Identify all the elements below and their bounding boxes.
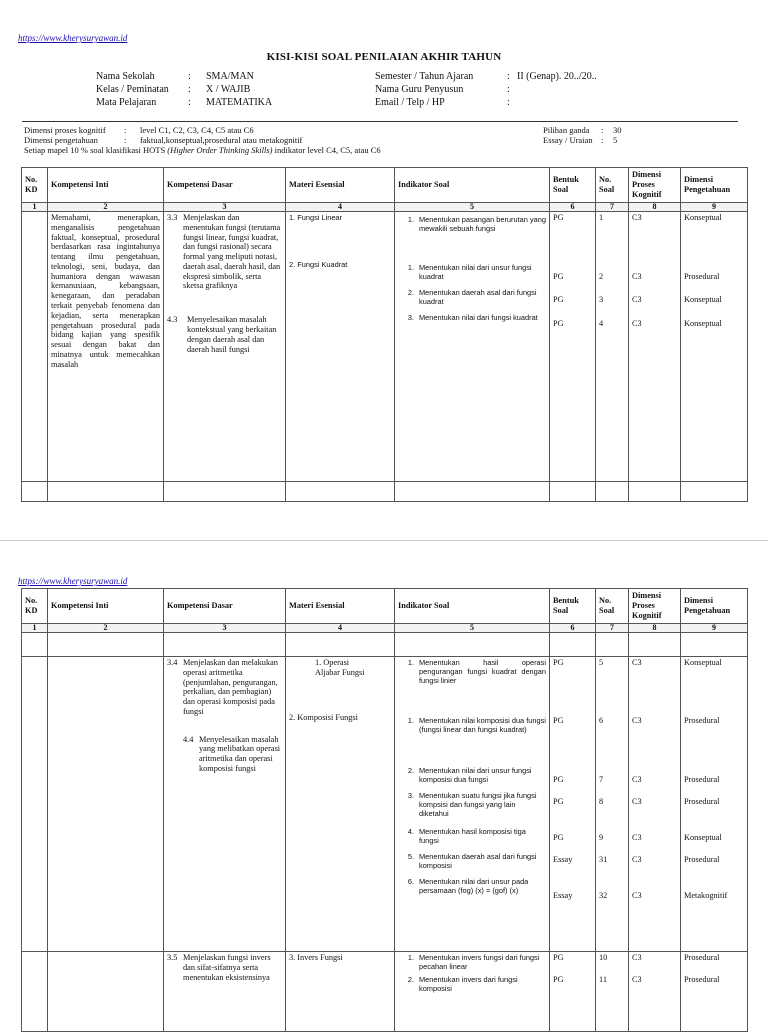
question-count: Pilihan ganda : 30 Essay / Uraian : 5 bbox=[543, 125, 622, 145]
col-number: 5 bbox=[395, 624, 550, 633]
kd-item: 4.4 Menyelesaikan masalah yang melibatkan operasi aritmetika dan operasi komposisi fungsi bbox=[183, 734, 281, 774]
table-row bbox=[22, 952, 748, 1032]
indikator-cell bbox=[395, 952, 550, 1032]
kisi-table-page1 bbox=[21, 167, 748, 502]
info-label: Mata Pelajaran bbox=[96, 97, 157, 108]
header-row bbox=[22, 589, 748, 624]
header-cell: Indikator Soal bbox=[395, 168, 550, 203]
pengetahuan: Konseptual bbox=[684, 295, 722, 304]
materi-item: 2. Fungsi Kuadrat bbox=[289, 260, 348, 269]
col-number: 4 bbox=[286, 624, 395, 633]
no-soal: 32 bbox=[599, 891, 608, 900]
kd-item: 3.5 Menjelaskan fungsi invers dan sifat-sifatnya serta menentukan eksistensinya bbox=[167, 953, 271, 982]
pengetahuan: Prosedural bbox=[684, 272, 720, 281]
kognitif: C3 bbox=[632, 658, 642, 667]
indikator-item: 2. Menentukan nilai dari unsur fungsi komposisi dua fungsi bbox=[407, 766, 532, 785]
essay-label: Essay / Uraian bbox=[543, 135, 593, 145]
header-cell: Kompetensi Inti bbox=[48, 589, 164, 624]
bentuk-soal: Essay bbox=[553, 855, 573, 864]
kompetensi-inti: Memahami, menerapkan, menganalisis pengetahuan faktual, konseptual, prosedural berdasarkan rasa ingintahunya tentang ilmu pengetahuan, teknologi, seni, budaya, dan humaniora dengan wawasan kemanusiaan, kebangsaan, kenegaraan, dan peradaban terkait penyebab fenomena dan kejadian, serta menerapkan pengetahuan prosedural pada bidang kajian yang spesifik sesuai dengan bakat dan minatnya untuk memecahkan masalah bbox=[48, 212, 164, 482]
separator bbox=[22, 121, 738, 122]
kognitif-cell bbox=[629, 952, 681, 1032]
indikator-item: 2. Menentukan invers dari fungsi komposisi bbox=[407, 975, 518, 994]
kompetensi-dasar-cell bbox=[164, 212, 286, 482]
website-link[interactable]: https://www.kherysuryawan.id bbox=[18, 576, 128, 586]
pg-label: Pilihan ganda bbox=[543, 125, 590, 135]
materi-cell bbox=[286, 657, 395, 952]
info-label: Email / Telp / HP bbox=[375, 97, 445, 108]
kisi-table-page2 bbox=[21, 588, 748, 1032]
header-cell: Dimensi Proses Kognitif bbox=[629, 168, 681, 203]
info-value: X / WAJIB bbox=[206, 84, 251, 95]
pengetahuan: Konseptual bbox=[684, 658, 722, 667]
indikator-item: 6. Menentukan nilai dari unsur pada persamaan (fog) (x) = (gof) (x) bbox=[407, 877, 529, 896]
bentuk-soal: PG bbox=[553, 953, 564, 962]
col-number: 3 bbox=[164, 624, 286, 633]
kognitif: C3 bbox=[632, 833, 642, 842]
indikator-cell bbox=[395, 212, 550, 482]
table-row bbox=[22, 657, 748, 952]
header-cell: Kompetensi Inti bbox=[48, 168, 164, 203]
info-value: SMA/MAN bbox=[206, 71, 254, 82]
header-cell: No. KD bbox=[22, 168, 48, 203]
pengetahuan: Konseptual bbox=[684, 833, 722, 842]
kognitif: C3 bbox=[632, 716, 642, 725]
table-row bbox=[22, 212, 748, 482]
kognitif: C3 bbox=[632, 775, 642, 784]
kognitif-cell bbox=[629, 212, 681, 482]
col-number: 2 bbox=[48, 624, 164, 633]
materi-item: 1. Operasi Aljabar Fungsi bbox=[315, 658, 365, 677]
header-cell: Bentuk Soal bbox=[550, 168, 596, 203]
info-value: MATEMATIKA bbox=[206, 97, 273, 108]
no-soal: 2 bbox=[599, 272, 604, 281]
indikator-item: 2. Menentukan daerah asal dari fungsi kuadrat bbox=[407, 288, 537, 307]
col-number: 8 bbox=[629, 203, 681, 212]
no-soal-cell bbox=[596, 657, 629, 952]
kognitif: C3 bbox=[632, 797, 642, 806]
no-soal: 3 bbox=[599, 295, 604, 304]
no-soal: 31 bbox=[599, 855, 608, 864]
bentuk-soal-cell bbox=[550, 212, 596, 482]
pengetahuan: Prosedural bbox=[684, 975, 720, 984]
no-soal: 8 bbox=[599, 797, 604, 806]
materi-item: 2. Komposisi Fungsi bbox=[289, 713, 358, 722]
pengetahuan: Prosedural bbox=[684, 953, 720, 962]
empty-row bbox=[22, 633, 748, 657]
kognitif: C3 bbox=[632, 213, 642, 222]
col-number: 7 bbox=[596, 203, 629, 212]
col-number: 4 bbox=[286, 203, 395, 212]
col-number: 6 bbox=[550, 203, 596, 212]
header-cell: Dimensi Pengetahuan bbox=[681, 589, 748, 624]
col-number: 3 bbox=[164, 203, 286, 212]
indikator-item: 1. Menentukan nilai dari unsur fungsi kuadrat bbox=[407, 263, 532, 282]
col-number: 8 bbox=[629, 624, 681, 633]
page-break bbox=[0, 540, 768, 541]
info-label: Nama Sekolah bbox=[96, 71, 155, 82]
bentuk-soal: PG bbox=[553, 797, 564, 806]
header-cell: Indikator Soal bbox=[395, 589, 550, 624]
pengetahuan-cell bbox=[681, 657, 748, 952]
bentuk-soal-cell bbox=[550, 952, 596, 1032]
header-cell: No. Soal bbox=[596, 168, 629, 203]
header-cell: Materi Esensial bbox=[286, 589, 395, 624]
column-number-row bbox=[22, 624, 748, 633]
indikator-item: 3. Menentukan suatu fungsi jika fungsi kompsisi dan fungsi yang lain diketahui bbox=[407, 791, 537, 819]
dim-pengetahuan-value: faktual,konseptual,prosedural atau metakognitif bbox=[140, 135, 303, 145]
bentuk-soal: PG bbox=[553, 975, 564, 984]
pengetahuan: Prosedural bbox=[684, 855, 720, 864]
header-row bbox=[22, 168, 748, 203]
info-label: Nama Guru Penyusun bbox=[375, 84, 464, 95]
pg-value: 30 bbox=[613, 125, 622, 135]
no-soal-cell bbox=[596, 212, 629, 482]
bentuk-soal: PG bbox=[553, 272, 564, 281]
indikator-item: 3. Menentukan nilai dari fungsi kuadrat bbox=[407, 313, 538, 322]
materi-cell bbox=[286, 212, 395, 482]
kognitif: C3 bbox=[632, 319, 642, 328]
pengetahuan-cell bbox=[681, 952, 748, 1032]
dimension-info: Dimensi proses kognitif : level C1, C2, C3, C4, C5 atau C6 Dimensi pengetahuan : faktual,konseptual,prosedural atau metakognitif Setiap mapel 10 % soal klasifikasi HOTS (Higher Order Thinking Skills) indikator level C4, C5, atau C6 bbox=[24, 125, 381, 155]
bentuk-soal: PG bbox=[553, 319, 564, 328]
header-cell: Materi Esensial bbox=[286, 168, 395, 203]
pengetahuan: Metakognitif bbox=[684, 891, 728, 900]
kognitif: C3 bbox=[632, 953, 642, 962]
col-number: 5 bbox=[395, 203, 550, 212]
col-number: 1 bbox=[22, 203, 48, 212]
header-cell: Dimensi Pengetahuan bbox=[681, 168, 748, 203]
pengetahuan: Prosedural bbox=[684, 716, 720, 725]
indikator-cell bbox=[395, 657, 550, 952]
bentuk-soal: PG bbox=[553, 213, 564, 222]
header-cell: No. KD bbox=[22, 589, 48, 624]
no-soal: 7 bbox=[599, 775, 604, 784]
pengetahuan: Prosedural bbox=[684, 797, 720, 806]
info-right: Semester / Tahun Ajaran : II (Genap). 20../20.. Nama Guru Penyusun : Email / Telp / HP : bbox=[375, 71, 597, 108]
col-number: 1 bbox=[22, 624, 48, 633]
bentuk-soal: PG bbox=[553, 716, 564, 725]
indikator-item: 1. Menentukan invers fungsi dari fungsi pecahan linear bbox=[407, 953, 540, 972]
column-number-row bbox=[22, 203, 748, 212]
pengetahuan-cell bbox=[681, 212, 748, 482]
indikator-item: 1. Menentukan nilai komposisi dua fungsi (fungsi linear dan fungsi kuadrat) bbox=[407, 716, 546, 735]
bentuk-soal: Essay bbox=[553, 891, 573, 900]
col-number: 9 bbox=[681, 624, 748, 633]
no-soal: 4 bbox=[599, 319, 604, 328]
info-label: Kelas / Peminatan bbox=[96, 84, 169, 95]
dim-kognitif-value: level C1, C2, C3, C4, C5 atau C6 bbox=[140, 125, 254, 135]
kd-number-cell bbox=[22, 212, 48, 482]
no-soal: 6 bbox=[599, 716, 604, 725]
kompetensi-dasar-cell bbox=[164, 952, 286, 1032]
essay-value: 5 bbox=[613, 135, 618, 145]
kognitif: C3 bbox=[632, 975, 642, 984]
no-soal-cell bbox=[596, 952, 629, 1032]
kd-item: 4.3 Menyelesaikan masalah kontekstual yang berkaitan dengan daerah asal dan daerah hasil fungsi bbox=[167, 315, 277, 354]
info-left: Nama Sekolah : SMA/MAN Kelas / Peminatan : X / WAJIB Mata Pelajaran : MATEMATIKA bbox=[96, 71, 273, 108]
header-cell: No. Soal bbox=[596, 589, 629, 624]
info-label: Semester / Tahun Ajaran bbox=[375, 71, 474, 82]
indikator-item: 1. Menentukan hasil operasi pengurangan fungsi kuadrat dengan fungsi linier bbox=[407, 658, 546, 686]
bentuk-soal: PG bbox=[553, 295, 564, 304]
bentuk-soal: PG bbox=[553, 833, 564, 842]
empty-row bbox=[22, 482, 748, 502]
kognitif: C3 bbox=[632, 891, 642, 900]
col-number: 6 bbox=[550, 624, 596, 633]
materi-cell bbox=[286, 952, 395, 1032]
page-title: KISI-KISI SOAL PENILAIAN AKHIR TAHUN bbox=[266, 51, 502, 63]
header-cell: Dimensi Proses Kognitif bbox=[629, 589, 681, 624]
no-soal: 10 bbox=[599, 953, 608, 962]
header-cell: Bentuk Soal bbox=[550, 589, 596, 624]
indikator-item: 5. Menentukan daerah asal dari fungsi komposisi bbox=[407, 852, 537, 871]
kognitif-cell bbox=[629, 657, 681, 952]
hots-note: Setiap mapel 10 % soal klasifikasi HOTS (Higher Order Thinking Skills) indikator level C4, C5, atau C6 bbox=[24, 145, 381, 155]
no-soal: 9 bbox=[599, 833, 604, 842]
materi-item: 1. Fungsi Linear bbox=[289, 213, 342, 222]
materi-item: 3. Invers Fungsi bbox=[289, 953, 343, 962]
kd-item: 3.4 Menjelaskan dan melakukan operasi aritmetika (penjumlahan, pengurangan, perkalian, dan pembagian) dan operasi komposisi pada fungsi bbox=[167, 658, 278, 716]
header-cell: Kompetensi Dasar bbox=[164, 168, 286, 203]
bentuk-soal: PG bbox=[553, 775, 564, 784]
no-soal: 11 bbox=[599, 975, 607, 984]
bentuk-soal-cell bbox=[550, 657, 596, 952]
col-number: 9 bbox=[681, 203, 748, 212]
no-soal: 1 bbox=[599, 213, 604, 222]
kognitif: C3 bbox=[632, 295, 642, 304]
kd-item: 3.3 Menjelaskan dan menentukan fungsi (terutama fungsi linear, fungsi kuadrat, dan fungsi rasional) secara formal yang meliputi notasi, daerah asal, daerah hasil, dan ekspresi simbolik, serta sketsa grafiknya bbox=[167, 213, 281, 291]
no-soal: 5 bbox=[599, 658, 604, 667]
website-link[interactable]: https://www.kherysuryawan.id bbox=[18, 33, 128, 43]
kompetensi-dasar-cell bbox=[164, 657, 286, 952]
kognitif: C3 bbox=[632, 855, 642, 864]
col-number: 7 bbox=[596, 624, 629, 633]
pengetahuan: Konseptual bbox=[684, 213, 722, 222]
pengetahuan: Prosedural bbox=[684, 775, 720, 784]
indikator-item: 4. Menentukan hasil komposisi tiga fungsi bbox=[407, 827, 526, 846]
info-value: II (Genap). 20../20.. bbox=[517, 71, 597, 82]
dim-kognitif-label: Dimensi proses kognitif bbox=[24, 125, 106, 135]
col-number: 2 bbox=[48, 203, 164, 212]
pengetahuan: Konseptual bbox=[684, 319, 722, 328]
kognitif: C3 bbox=[632, 272, 642, 281]
header-cell: Kompetensi Dasar bbox=[164, 589, 286, 624]
dim-pengetahuan-label: Dimensi pengetahuan bbox=[24, 135, 98, 145]
indikator-item: 1. Menentukan pasangan berurutan yang mewakili sebuah fungsi bbox=[407, 215, 546, 234]
bentuk-soal: PG bbox=[553, 658, 564, 667]
